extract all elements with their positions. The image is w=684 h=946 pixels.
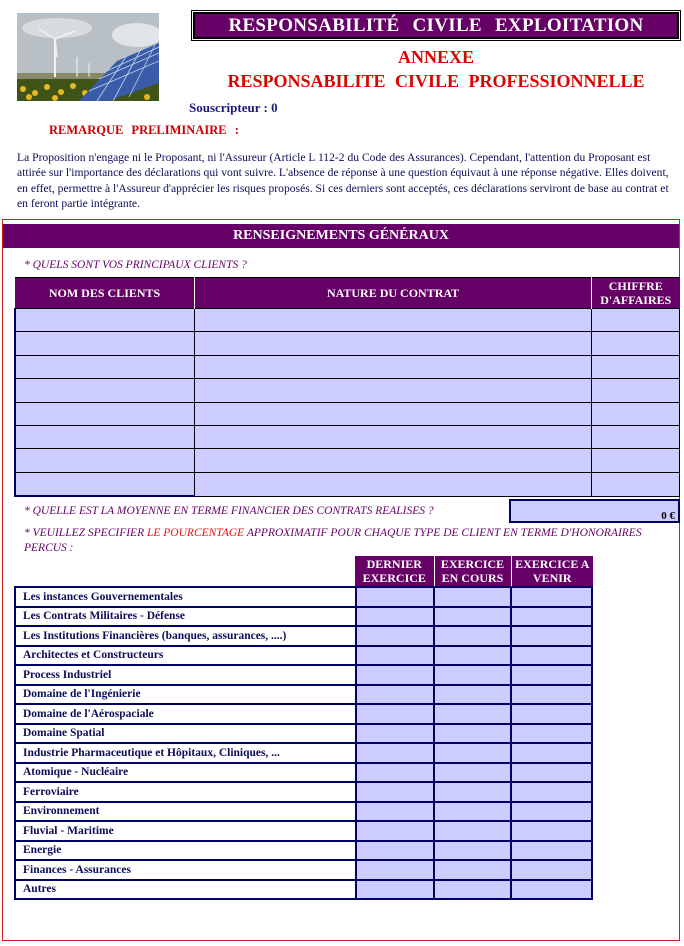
client-name-cell[interactable]	[15, 309, 195, 332]
client-name-cell[interactable]	[15, 379, 195, 402]
pct-en-cours-cell[interactable]	[434, 665, 510, 685]
percentage-table	[14, 586, 593, 900]
table-row	[15, 607, 592, 627]
client-type-label: Fluvial - Maritime	[15, 821, 356, 841]
pct-dernier-cell[interactable]	[356, 743, 434, 763]
client-type-label: Atomique - Nucléaire	[15, 763, 356, 783]
pct-en-cours-cell[interactable]	[434, 704, 510, 724]
pct-dernier-cell[interactable]	[356, 724, 434, 744]
table-row	[15, 425, 680, 448]
table-row	[15, 743, 592, 763]
client-name-cell[interactable]	[15, 402, 195, 425]
contract-nature-cell[interactable]	[195, 449, 592, 472]
table-row	[15, 355, 680, 378]
turnover-cell[interactable]	[592, 309, 680, 332]
hero-image	[17, 13, 159, 101]
turnover-cell[interactable]	[592, 449, 680, 472]
pct-en-cours-cell[interactable]	[434, 860, 510, 880]
annexe-heading: ANNEXE	[397, 47, 474, 67]
contract-nature-cell[interactable]	[195, 402, 592, 425]
pct-dernier-cell[interactable]	[356, 665, 434, 685]
pct-en-cours-cell[interactable]	[434, 587, 510, 607]
pct-en-cours-cell[interactable]	[434, 782, 510, 802]
turnover-cell[interactable]	[592, 332, 680, 355]
annexe-subtitle: RESPONSABILITE CIVILE PROFESSIONNELLE	[227, 71, 645, 91]
form-title: RESPONSABILITÉ CIVILE EXPLOITATION	[193, 12, 679, 39]
pct-dernier-cell[interactable]	[356, 880, 434, 900]
question-moyenne-contrats: * QUELLE EST LA MOYENNE EN TERME FINANCIER DES CONTRATS REALISES ?	[24, 505, 434, 517]
pct-en-cours-cell[interactable]	[434, 743, 510, 763]
pct-dernier-cell[interactable]	[356, 821, 434, 841]
client-type-label: Les instances Gouvernementales	[15, 587, 356, 607]
pct-a-venir-cell[interactable]	[511, 607, 592, 627]
percentage-table-header	[355, 556, 593, 586]
pct-dernier-cell[interactable]	[356, 607, 434, 627]
contract-nature-cell[interactable]	[195, 355, 592, 378]
table-row	[15, 332, 680, 355]
souscripteur-value: 0	[271, 100, 278, 115]
pct-dernier-cell[interactable]	[356, 587, 434, 607]
pct-a-venir-cell[interactable]	[511, 685, 592, 705]
contract-nature-cell[interactable]	[195, 472, 592, 496]
table-row	[15, 704, 592, 724]
pct-dernier-cell[interactable]	[356, 646, 434, 666]
client-type-label: Domaine Spatial	[15, 724, 356, 744]
table-row	[15, 821, 592, 841]
pct-en-cours-cell[interactable]	[434, 880, 510, 900]
header-dernier-exercice: DERNIER EXERCICE	[355, 556, 434, 586]
table-row	[15, 379, 680, 402]
pct-dernier-cell[interactable]	[356, 841, 434, 861]
pct-a-venir-cell[interactable]	[511, 860, 592, 880]
pct-a-venir-cell[interactable]	[511, 704, 592, 724]
pct-a-venir-cell[interactable]	[511, 763, 592, 783]
moyenne-contrats-field[interactable]: 0 €	[509, 499, 680, 523]
remarque-text: La Proposition n'engage ni le Proposant, ni l'Assureur (Article L 112-2 du Code des Assurances). Cependant, l'attention du Proposant est attirée sur l'importance des déclarations qui vont suivre. L'absence de réponse à une question équivaut à une réponse négative. Elles doivent, en effet, permettre à l'Assureur d'apprécier les risques proposés. Si ces derniers sont acceptés, ces déclarations serviront de base au contrat et en feront partie intégrante.	[17, 151, 669, 211]
client-type-label: Domaine de l'Aérospaciale	[15, 704, 356, 724]
client-name-cell[interactable]	[15, 449, 195, 472]
table-row	[15, 802, 592, 822]
header-exercice-a-venir: EXERCICE A VENIR	[511, 556, 593, 586]
pct-a-venir-cell[interactable]	[511, 646, 592, 666]
contract-nature-cell[interactable]	[195, 332, 592, 355]
client-type-label: Environnement	[15, 802, 356, 822]
pct-a-venir-cell[interactable]	[511, 587, 592, 607]
pct-a-venir-cell[interactable]	[511, 743, 592, 763]
pct-en-cours-cell[interactable]	[434, 685, 510, 705]
client-name-cell[interactable]	[15, 472, 195, 496]
pct-en-cours-cell[interactable]	[434, 646, 510, 666]
table-row	[15, 860, 592, 880]
turnover-cell[interactable]	[592, 425, 680, 448]
remarque-title: REMARQUE PRELIMINAIRE :	[49, 123, 239, 137]
client-name-cell[interactable]	[15, 332, 195, 355]
table-row	[15, 685, 592, 705]
pct-a-venir-cell[interactable]	[511, 821, 592, 841]
pct-en-cours-cell[interactable]	[434, 763, 510, 783]
pct-en-cours-cell[interactable]	[434, 724, 510, 744]
table-row	[15, 626, 592, 646]
header-chiffre-affaires: CHIFFRE D'AFFAIRES	[592, 278, 680, 309]
table-row	[15, 763, 592, 783]
pct-a-venir-cell[interactable]	[511, 665, 592, 685]
pct-dernier-cell[interactable]	[356, 704, 434, 724]
client-type-label: Les Contrats Militaires - Défense	[15, 607, 356, 627]
pct-en-cours-cell[interactable]	[434, 841, 510, 861]
table-row	[15, 665, 592, 685]
table-row	[15, 402, 680, 425]
section-title: RENSEIGNEMENTS GÉNÉRAUX	[3, 224, 679, 248]
souscripteur-label: Souscripteur :	[189, 100, 272, 115]
header-exercice-en-cours: EXERCICE EN COURS	[434, 556, 511, 586]
pct-dernier-cell[interactable]	[356, 626, 434, 646]
table-row	[15, 841, 592, 861]
client-type-label: Les Institutions Financières (banques, assurances, ....)	[15, 626, 356, 646]
turnover-cell[interactable]	[592, 402, 680, 425]
client-type-label: Finances - Assurances	[15, 860, 356, 880]
turnover-cell[interactable]	[592, 355, 680, 378]
table-row	[15, 724, 592, 744]
turnover-cell[interactable]	[592, 472, 680, 496]
client-type-label: Industrie Pharmaceutique et Hôpitaux, Cliniques, ...	[15, 743, 356, 763]
souscripteur	[189, 100, 278, 116]
q3-prefix: * VEUILLEZ SPECIFIER	[24, 527, 147, 539]
client-type-label: Ferroviaire	[15, 782, 356, 802]
clients-table	[14, 277, 680, 497]
table-row	[15, 587, 592, 607]
question-principal-clients: * QUELS SONT VOS PRINCIPAUX CLIENTS ?	[24, 259, 247, 271]
table-row	[15, 449, 680, 472]
pct-a-venir-cell[interactable]	[511, 626, 592, 646]
pct-en-cours-cell[interactable]	[434, 802, 510, 822]
question-pourcentage	[24, 526, 664, 555]
pct-dernier-cell[interactable]	[356, 860, 434, 880]
pct-a-venir-cell[interactable]	[511, 802, 592, 822]
table-row	[15, 880, 592, 900]
q3-highlight: LE POURCENTAGE	[146, 527, 245, 539]
pct-en-cours-cell[interactable]	[434, 821, 510, 841]
client-name-cell[interactable]	[15, 355, 195, 378]
turnover-cell[interactable]	[592, 379, 680, 402]
client-name-cell[interactable]	[15, 425, 195, 448]
table-row	[15, 646, 592, 666]
client-type-label: Autres	[15, 880, 356, 900]
q3-suffix: APPROXIMATIF POUR CHAQUE TYPE DE CLIENT EN TERME D'HONORAIRES PERCUS :	[24, 527, 642, 554]
header-nom-clients: NOM DES CLIENTS	[15, 278, 195, 309]
client-type-label: Domaine de l'Ingénierie	[15, 685, 356, 705]
pct-a-venir-cell[interactable]	[511, 782, 592, 802]
header-nature-contrat: NATURE DU CONTRAT	[195, 278, 592, 309]
contract-nature-cell[interactable]	[195, 379, 592, 402]
pct-a-venir-cell[interactable]	[511, 724, 592, 744]
pct-dernier-cell[interactable]	[356, 763, 434, 783]
pct-dernier-cell[interactable]	[356, 802, 434, 822]
pct-a-venir-cell[interactable]	[511, 841, 592, 861]
pct-a-venir-cell[interactable]	[511, 880, 592, 900]
contract-nature-cell[interactable]	[195, 425, 592, 448]
pct-dernier-cell[interactable]	[356, 782, 434, 802]
client-type-label: Process Industriel	[15, 665, 356, 685]
table-row	[15, 472, 680, 496]
table-row	[15, 309, 680, 332]
pct-en-cours-cell[interactable]	[434, 607, 510, 627]
client-type-label: Energie	[15, 841, 356, 861]
pct-dernier-cell[interactable]	[356, 685, 434, 705]
contract-nature-cell[interactable]	[195, 309, 592, 332]
pct-en-cours-cell[interactable]	[434, 626, 510, 646]
client-type-label: Architectes et Constructeurs	[15, 646, 356, 666]
table-row	[15, 782, 592, 802]
